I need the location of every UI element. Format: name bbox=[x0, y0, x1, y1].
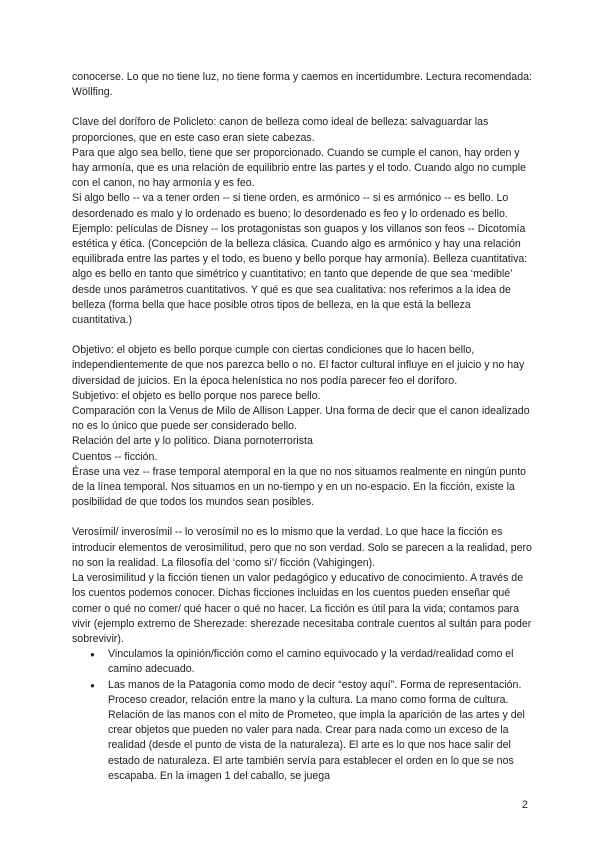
paragraph: Si algo bello -- va a tener orden -- si tiene orden, es armónico -- si es armónico -- es bello. Lo desordenado es malo y lo ordenado es bueno; lo desordenado es feo y lo ordenado es bello. bbox=[72, 192, 509, 220]
paragraph-spacer bbox=[72, 510, 532, 525]
paragraph-spacer bbox=[72, 100, 532, 115]
paragraph: Relación del arte y lo político. Diana pornoterrorista bbox=[72, 435, 313, 448]
paragraph: Verosímil/ inverosímil -- lo verosímil no es lo mismo que la verdad. Lo que hace la ficción es introducir elementos de verosimilitud, pero que no son verdad. Solo se parecen a la realidad, pero no son la realidad. La filosofía del ‘como si’/ ficción (Vahigingen). bbox=[72, 526, 532, 569]
bullet-item: ● Vinculamos la opinión/ficción como el camino equivocado y la verdad/realidad como el camino adecuado. bbox=[72, 647, 532, 677]
paragraph: Para que algo sea bello, tiene que ser proporcionado. Cuando se cumple el canon, hay orden y hay armonía, que es una relación de equilibrio entre las partes y el todo. Cuando algo no cumple con el canon, no hay armonía y es feo. bbox=[72, 146, 527, 190]
paragraph: Subjetivo: el objeto es bello porque nos parece bello. bbox=[72, 389, 321, 402]
canon-section bbox=[72, 115, 532, 328]
paragraph-spacer bbox=[72, 328, 532, 343]
page-number: 2 bbox=[521, 799, 528, 811]
paragraph: conocerse. Lo que no tiene luz, no tiene forma y caemos en incertidumbre. Lectura recomendada: Wöllfing. bbox=[72, 71, 532, 99]
intro-paragraph-block bbox=[72, 70, 532, 100]
paragraph: Cuentos -- ficción. bbox=[72, 450, 158, 463]
objetivo-section bbox=[72, 343, 532, 510]
paragraph: La verosimilitud y la ficción tienen un valor pedagógico y educativo de conocimiento. A través de los cuentos podemos conocer. Dichas ficciones incluidas en los cuentos pueden enseñar qué comer o qué no comer/ qué hacer o qué no hacer. La ficción es útil para la vida; contamos para vivir (ejemplo extremo de Sherezade: sherezade necesitaba contrale cuentos al sultán para poder sobrevivir). bbox=[72, 572, 532, 645]
paragraph: Comparación con la Venus de Milo de Allison Lapper. Una forma de decir que el canon idealizado no es lo único que puede ser considerado bello. bbox=[72, 405, 530, 433]
page-content bbox=[72, 70, 532, 784]
paragraph: Clave del doríforo de Policleto: canon de belleza como ideal de belleza: salvaguardar las proporciones, que en este caso eran siete cabezas. bbox=[72, 116, 489, 144]
bullet-item: ● Las manos de la Patagonia como modo de decir “estoy aquí”. Forma de representación. Proceso creador, relación entre la mano y la cultura. La mano como forma de cultura. Relación de las manos con el mito de Prometeo, que impla la aparición de las artes y del crear objetos que pueden no valer para nada. Crear para nada como un exceso de la realidad (desde el punto de vista de la naturaleza). El arte es lo que nos hace salir del estado de naturaleza. El arte también servía para establecer el orden en lo que se nos escapaba. En la imagen 1 del caballo, se juega bbox=[72, 678, 532, 784]
bullet-list bbox=[72, 647, 532, 784]
paragraph: Érase una vez -- frase temporal atemporal en la que no nos situamos realmente en ningún punto de la línea temporal. Nos situamos en un no-tiempo y en un no-espacio. En la ficción, existe la posibilidad de que todos los mundos sean posibles. bbox=[72, 465, 527, 509]
paragraph: Ejemplo: películas de Disney -- los protagonistas son guapos y los villanos son feos -- Dicotomía estética y ética. (Concepción de la belleza clásica. Cuando algo es armónico y hay una relación equilibrada entre las partes y el todo, es bueno y bello porque hay armonía). Belleza cuantitativa: algo es bello en tanto que simétrico y cuantitativo; en tanto que depende de que sea ‘medible’ desde unos parámetros cuantitativos. Y qué es que sea cualitativa: nos referimos a la idea de belleza (forma bella que hace posible otros tipos de belleza, en la que está la belleza cuantitativa.) bbox=[72, 222, 528, 327]
verosimil-section bbox=[72, 525, 532, 647]
paragraph: Objetivo: el objeto es bello porque cumple con ciertas condiciones que lo hacen bello, independientemente de que nos parezca bello o no. El factor cultural influye en el juicio y no hay diversidad de juicios. En la época helenística no nos podía parecer feo el doríforo. bbox=[72, 344, 525, 387]
